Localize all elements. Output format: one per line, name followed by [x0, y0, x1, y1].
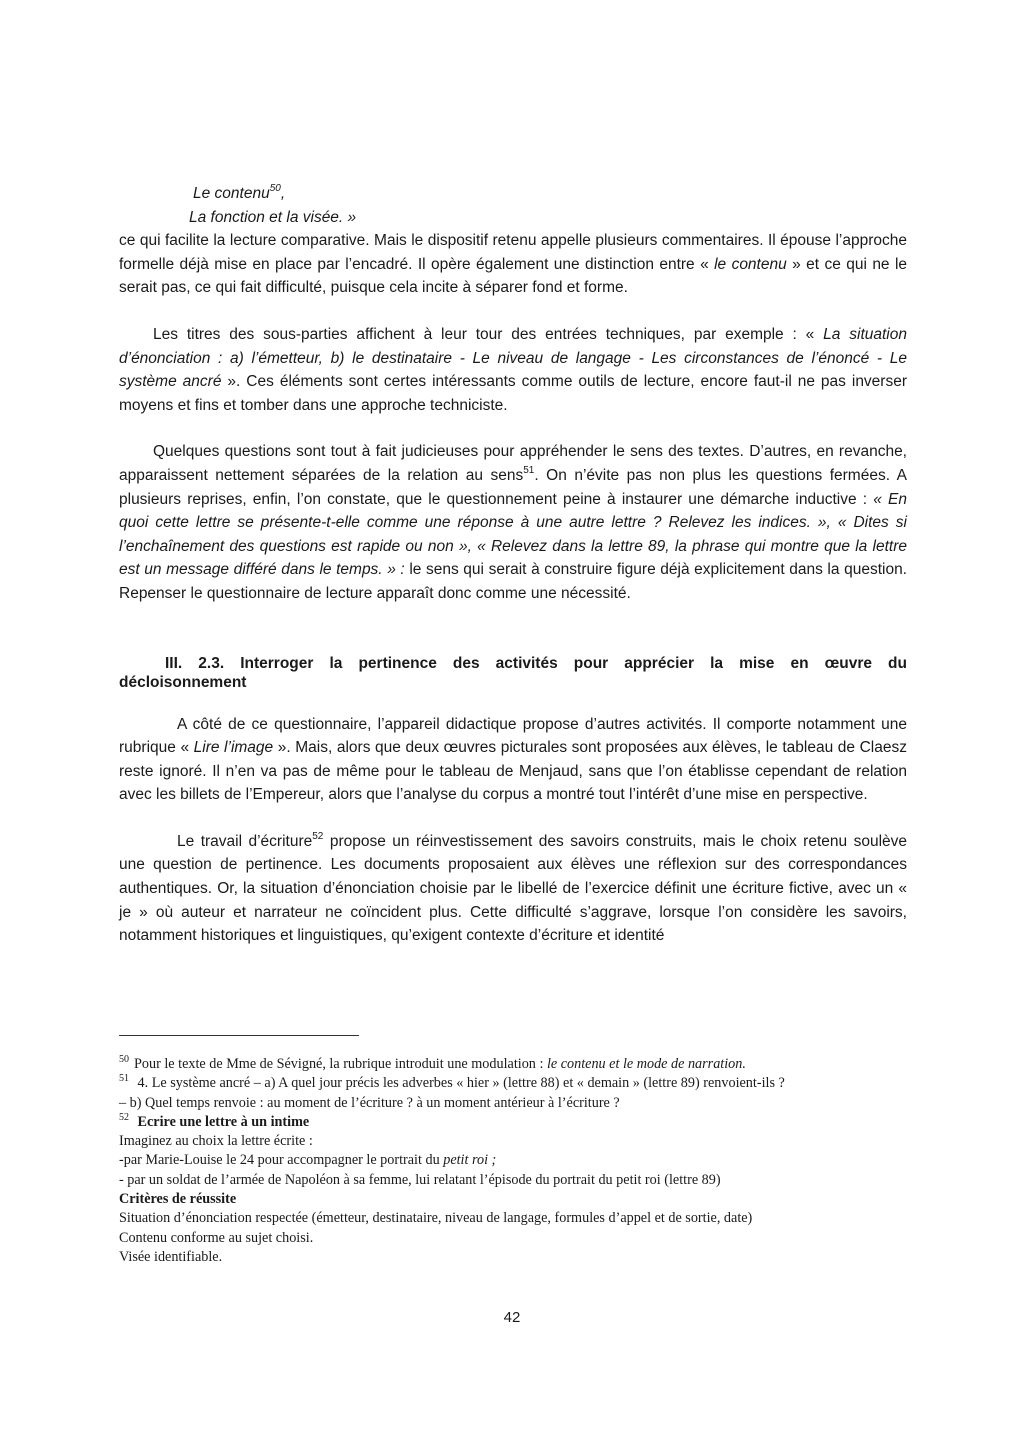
paragraph-questions: Quelques questions sont tout à fait judicieuses pour appréhender le sens des textes. D’autres, en revanche, apparaissent nettement séparées de la relation au sens$^{51}$. On n’évite pas non plus les questions fermées. A plusieurs reprises, enfin, l’on constate, que le questionnement peine à instaurer une démarche inductive : « En quoi cette lettre se présente-t-elle comme une réponse à une autre lettre ? Relevez les indices. », « Dites si l’enchaînement des questions est rapide ou non », « Relevez dans la lettre 89, la phrase qui montre que la lettre est un message différé dans le temps. » : le sens qui serait à construire figure déjà explicitement dans la question. Repenser le questionnaire de lecture apparaît donc comme une nécessité. [119, 443, 908, 602]
footnote-52-line: - par un soldat de l’armée de Napoléon à sa femme, lui relatant l’épisode du portrait du petit roi (lettre 89) [119, 1171, 721, 1188]
footnote-52-criteria-title: Critères de réussite [119, 1191, 237, 1208]
footnote-ref-51[interactable]: 51 [523, 464, 535, 476]
footnote-52-line: Imaginez au choix la lettre écrite : [119, 1133, 313, 1150]
paragraph-ecriture: Le travail d’écriture$^{52}$ propose un réinvestissement des savoirs construits, mais le choix retenu soulève une question de pertinence. Les documents proposaient aux élèves une réflexion sur des correspondances authentiques. Or, la situation d’énonciation choisie par le libellé de l’exercice définit une écriture fictive, avec un « je » où auteur et narrateur ne coïncident plus. Cette difficulté s’aggrave, lorsque l’on considère les savoirs, notamment historiques et linguistiques, qu’exigent contexte d’écriture et identité [119, 830, 908, 945]
main-text [119, 182, 907, 948]
paragraph-sous-parties: Les titres des sous-parties affichent à leur tour des entrées techniques, par exemple : « La situation d’énonciation : a) l’émetteur, b) le destinataire - Le niveau de langage - Les circonstances de l’énoncé - Le système ancré ». Ces éléments sont certes intéressants comme outils de lecture, encore faut-il ne pas inverser moyens et fins et tomber dans une approche techniciste. [119, 325, 907, 414]
paragraph-dispositif: ce qui facilite la lecture comparative. Mais le dispositif retenu appelle plusieurs commentaires. Il épouse l’approche formelle déjà mise en place par l’encadré. Il opère également une distinction entre « le contenu » et ce qui ne le serait pas, ce qui fait difficulté, puisque cela incite à séparer fond et forme. [119, 232, 908, 297]
footnote-separator [119, 1035, 359, 1036]
page-number: 42 [503, 1309, 521, 1326]
footnote-52: $^{52}$ Ecrire une lettre à un intime [119, 1111, 310, 1130]
intro-line-contenu: Le contenu$^{50}$, [193, 183, 286, 202]
footnote-52-line: Contenu conforme au sujet choisi. [119, 1229, 314, 1246]
footnote-51-cont: – b) Quel temps renvoie : au moment de l’écriture ? à un moment antérieur à l’écriture ? [119, 1094, 620, 1111]
footnote-52-line: Visée identifiable. [119, 1248, 223, 1265]
footnote-52-line: Situation d’énonciation respectée (émetteur, destinataire, niveau de langage, formules d’appel et de sortie, date) [119, 1210, 753, 1227]
footnote-ref-52[interactable]: 52 [312, 830, 324, 842]
intro-line-fonction: La fonction et la visée. » [189, 208, 357, 226]
footnote-51: $^{51}$ 4. Le système ancré – a) A quel jour précis les adverbes « hier » (lettre 88) et « demain » (lettre 89) renvoient-ils ? [119, 1073, 785, 1092]
footnotes [119, 1055, 909, 1267]
footnote-50: $^{50}$ Pour le texte de Mme de Sévigné, la rubrique introduit une modulation : le contenu et le mode de narration. [119, 1054, 746, 1072]
footnote-52-line: -par Marie-Louise le 24 pour accompagner le portrait du petit roi ; [119, 1152, 497, 1169]
footnote-ref-50[interactable]: 50 [269, 183, 281, 194]
section-heading: III. 2.3. Interroger la pertinence des activités pour apprécier la mise en œuvre du décloisonnement [119, 654, 907, 691]
paragraph-activites: A côté de ce questionnaire, l’appareil didactique propose d’autres activités. Il comporte notamment une rubrique « Lire l’image ». Mais, alors que deux œuvres picturales sont proposées aux élèves, le tableau de Claesz reste ignoré. Il n’en va pas de même pour le tableau de Menjaud, sans que l’on établisse cependant de relation avec les billets de l’Empereur, alors que l’analyse du corpus a montré tout l’intérêt d’une mise en perspective. [119, 715, 907, 804]
